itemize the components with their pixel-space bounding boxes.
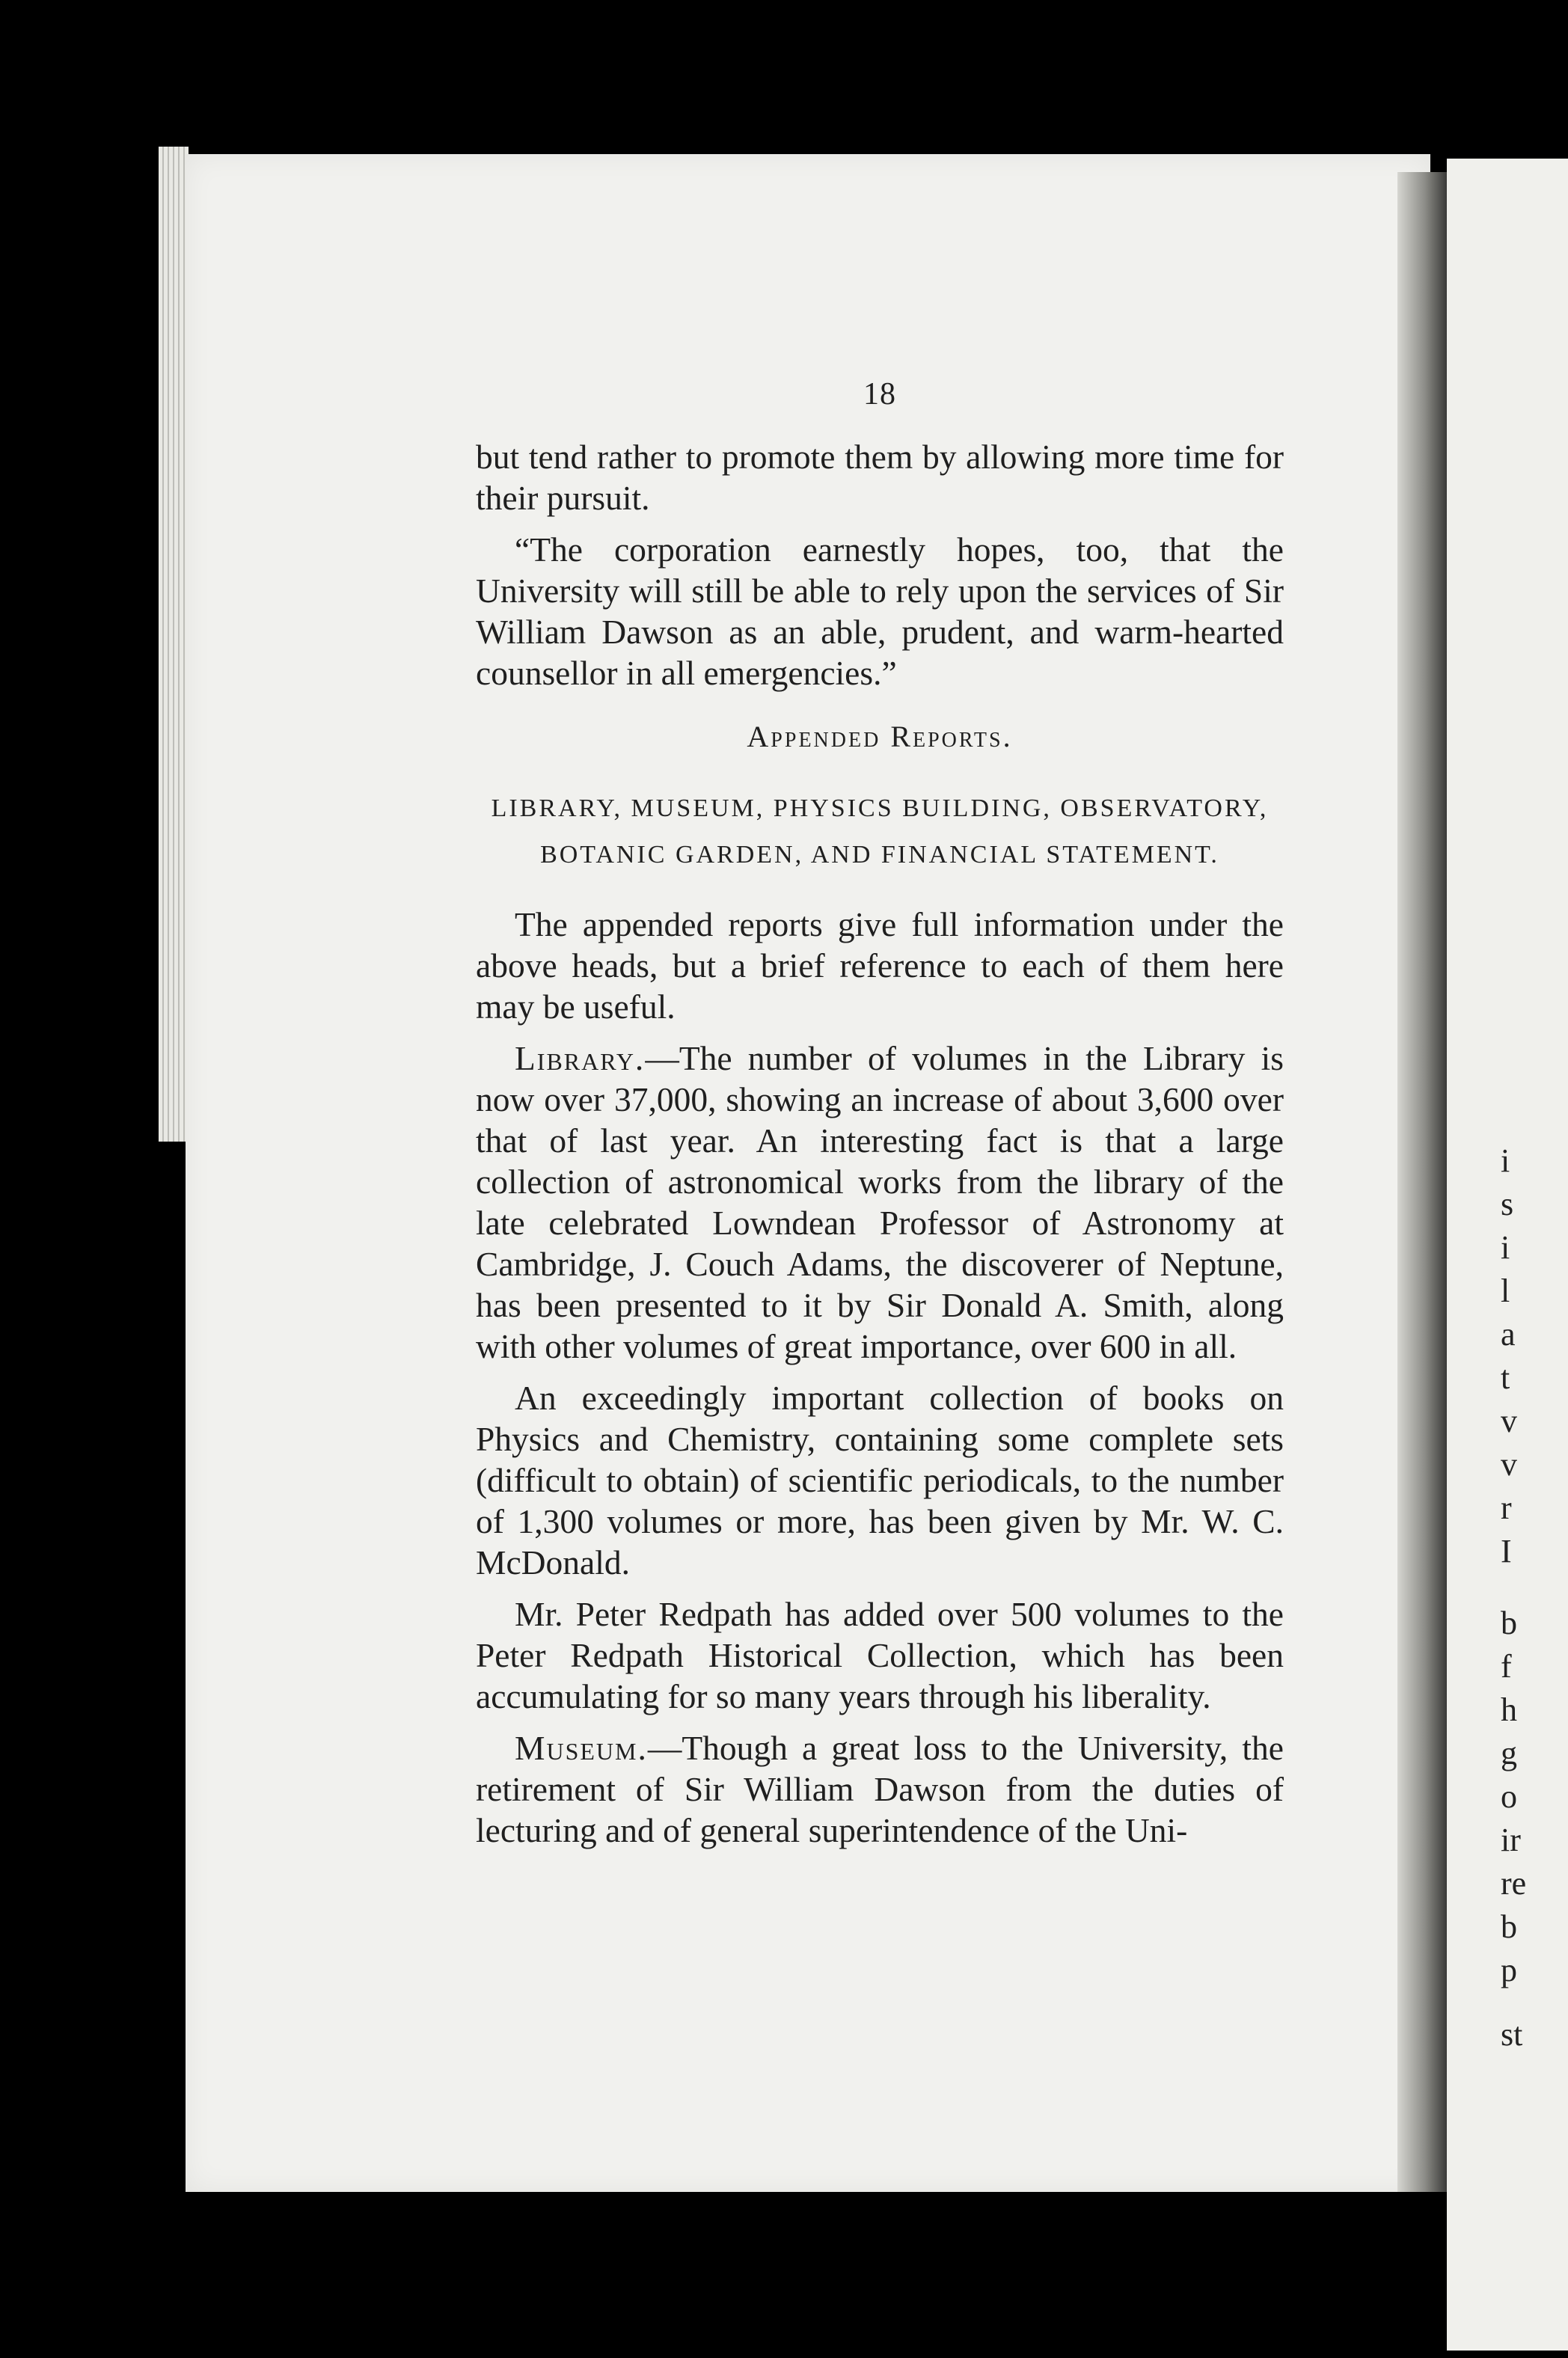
museum-lead: Museum. <box>515 1729 648 1767</box>
adjacent-fragment: I <box>1501 1533 1512 1570</box>
adjacent-fragment: b <box>1501 1908 1517 1945</box>
page-stack-edges <box>159 147 189 1142</box>
subheading-line-1: LIBRARY, MUSEUM, PHYSICS BUILDING, OBSERVATORY, <box>491 794 1269 822</box>
adjacent-fragment: l <box>1501 1273 1510 1309</box>
adjacent-fragment: v <box>1501 1446 1517 1483</box>
paragraph-corporation-quote: “The corporation earnestly hopes, too, that the University will still be able to rely upon the services of Sir William Dawson as an able, prudent, and warm-hearted counsellor in all emergencies.” <box>476 530 1284 692</box>
adjacent-fragment: p <box>1501 1952 1517 1988</box>
library-body: —The number of volumes in the Library is now over 37,000, showing an increase of about 3,600 over that of last year. An interesting fact is that a large collection of astronomical works from the library of the late celebrated Lowndean Professor of Astronomy at Cambridge, J. Couch Adams, the discoverer of Neptune, has been presented to it by Sir Donald A. Smith, along with other volumes of great importance, over 600 in all. <box>476 1039 1284 1365</box>
adjacent-fragment: v <box>1501 1403 1517 1439</box>
adjacent-fragment: o <box>1501 1778 1517 1815</box>
adjacent-fragment: re <box>1501 1865 1527 1902</box>
adjacent-page <box>1447 159 1568 2351</box>
adjacent-fragment: st <box>1501 2016 1523 2053</box>
paragraph-library <box>476 1038 1284 1367</box>
section-subheading <box>476 786 1284 878</box>
paragraph-redpath-collection: Mr. Peter Redpath has added over 500 volumes to the Peter Redpath Historical Collection, which has been accumulating for so many years through his liberality. <box>476 1595 1284 1715</box>
paragraph-museum <box>476 1727 1284 1851</box>
library-lead: Library. <box>515 1039 646 1077</box>
adjacent-fragment: i <box>1501 1142 1510 1179</box>
adjacent-fragment: ir <box>1501 1822 1521 1858</box>
page-number: 18 <box>863 377 896 411</box>
paragraph-continuation: but tend rather to promote them by allowing more time for their pursuit. <box>476 438 1284 517</box>
adjacent-fragment: g <box>1501 1735 1517 1771</box>
museum-body: —Though a great loss to the University, the retirement of Sir William Dawson from the duties of lecturing and of general superintendence of the Uni- <box>476 1729 1284 1849</box>
paragraph-physics-collection: An exceedingly important collection of books on Physics and Chemistry, containing some complete sets (difficult to obtain) of scientific periodicals, to the number of 1,300 volumes or more, has been given by Mr. W. C. McDonald. <box>476 1379 1284 1581</box>
adjacent-fragment: i <box>1501 1229 1510 1266</box>
page-gutter-shadow <box>1397 172 1447 2192</box>
adjacent-fragment: a <box>1501 1316 1516 1353</box>
adjacent-fragment: b <box>1501 1605 1517 1641</box>
paragraph-reports-intro: The appended reports give full information under the above heads, but a brief reference to each of them here may be useful. <box>476 905 1284 1026</box>
subheading-line-2: BOTANIC GARDEN, AND FINANCIAL STATEMENT. <box>540 841 1219 869</box>
adjacent-fragment: t <box>1501 1359 1510 1396</box>
adjacent-fragment: f <box>1501 1648 1512 1685</box>
adjacent-fragment: s <box>1501 1186 1514 1222</box>
adjacent-fragment: h <box>1501 1691 1517 1728</box>
page-text <box>476 374 1284 1861</box>
adjacent-fragment: r <box>1501 1489 1512 1526</box>
section-heading: Appended Reports. <box>747 720 1013 753</box>
